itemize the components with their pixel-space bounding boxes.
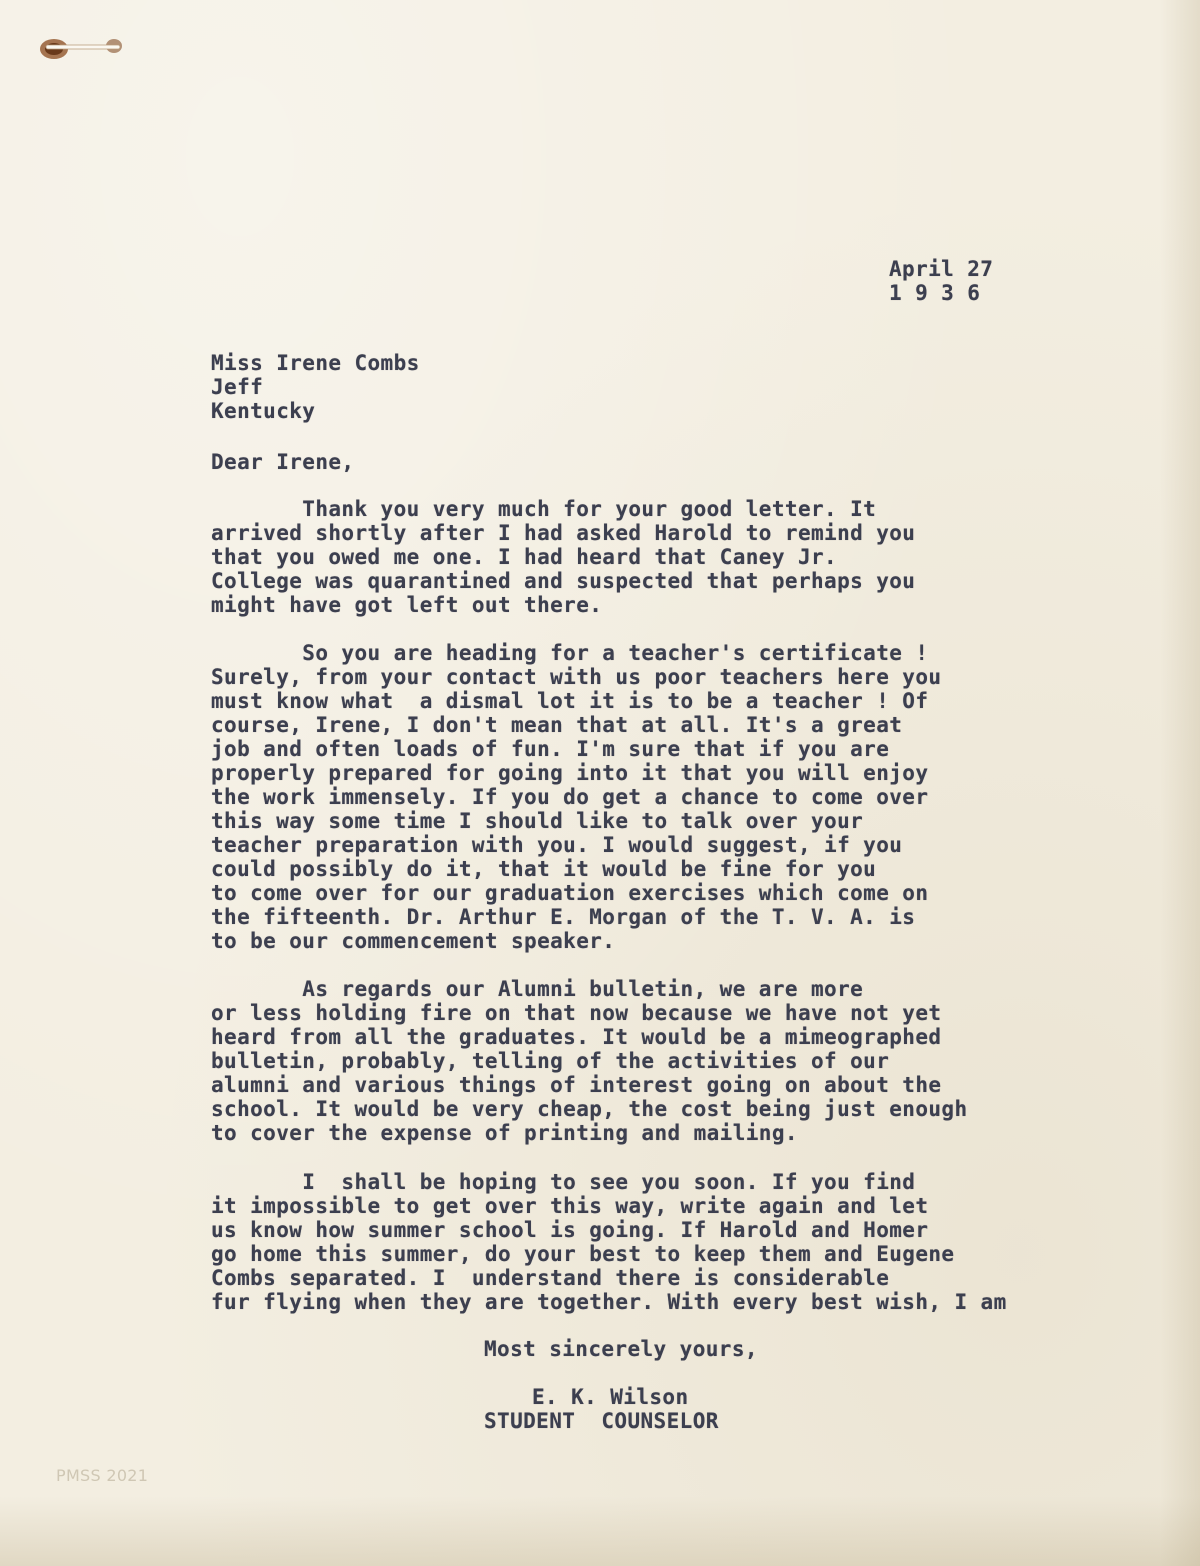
recipient-state: Kentucky [211, 399, 316, 423]
paragraph-line: to cover the expense of printing and mailing. [211, 1121, 798, 1145]
paragraph-line: Thank you very much for your good letter. It [211, 497, 877, 521]
recipient-address [211, 351, 420, 423]
paragraph-line: could possibly do it, that it would be fine for you [211, 857, 877, 881]
paragraph-line: properly prepared for going into it that you will enjoy [211, 761, 929, 785]
paragraph-line: I shall be hoping to see you soon. If you find [211, 1170, 916, 1194]
paper-bottom-shadow [0, 1496, 1200, 1566]
archive-watermark: PMSS 2021 [56, 1466, 149, 1485]
paragraph-line: arrived shortly after I had asked Harold to remind you [211, 521, 916, 545]
paragraph-line: As regards our Alumni bulletin, we are more [211, 977, 864, 1001]
recipient-name: Miss Irene Combs [211, 351, 420, 375]
signer-name: E. K. Wilson [532, 1385, 689, 1409]
paragraph-line: school. It would be very cheap, the cost being just enough [211, 1097, 968, 1121]
date-month-day: April 27 [889, 257, 994, 281]
paragraph-line: the fifteenth. Dr. Arthur E. Morgan of the T. V. A. is [211, 905, 916, 929]
paragraph-line: teacher preparation with you. I would suggest, if you [211, 833, 903, 857]
paragraph-line: Combs separated. I understand there is considerable [211, 1266, 890, 1290]
salutation: Dear Irene, [211, 450, 355, 474]
closing: Most sincerely yours, [484, 1337, 758, 1361]
paragraph-line: fur flying when they are together. With every best wish, I am [211, 1290, 1007, 1314]
paragraph-4 [211, 1170, 1007, 1314]
staple-rust-mark [34, 33, 126, 63]
paragraph-line: might have got left out there. [211, 593, 603, 617]
paragraph-3 [211, 977, 968, 1145]
paragraph-line: it impossible to get over this way, write again and let [211, 1194, 929, 1218]
paragraph-line: this way some time I should like to talk over your [211, 809, 864, 833]
recipient-city: Jeff [211, 375, 264, 399]
paragraph-line: College was quarantined and suspected that perhaps you [211, 569, 916, 593]
paragraph-line: that you owed me one. I had heard that Caney Jr. [211, 545, 838, 569]
paragraph-line: course, Irene, I don't mean that at all. It's a great [211, 713, 903, 737]
paragraph-line: go home this summer, do your best to keep them and Eugene [211, 1242, 955, 1266]
paragraph-line: job and often loads of fun. I'm sure that if you are [211, 737, 890, 761]
paragraph-line: So you are heading for a teacher's certificate ! [211, 641, 929, 665]
signature-block [484, 1385, 719, 1433]
paragraph-line: Surely, from your contact with us poor teachers here you [211, 665, 942, 689]
paragraph-line: alumni and various things of interest going on about the [211, 1073, 942, 1097]
paragraph-line: to be our commencement speaker. [211, 929, 616, 953]
paragraph-line: must know what a dismal lot it is to be a teacher ! Of [211, 689, 929, 713]
letter-date [889, 257, 993, 305]
paragraph-line: us know how summer school is going. If Harold and Homer [211, 1218, 929, 1242]
paragraph-1 [211, 497, 915, 617]
paragraph-line: the work immensely. If you do get a chance to come over [211, 785, 929, 809]
paragraph-line: heard from all the graduates. It would be a mimeographed [211, 1025, 942, 1049]
paragraph-line: to come over for our graduation exercises which come on [211, 881, 929, 905]
paragraph-line: or less holding fire on that now because we have not yet [211, 1001, 942, 1025]
signer-title: STUDENT COUNSELOR [484, 1409, 719, 1433]
date-year: 1 9 3 6 [889, 281, 981, 305]
paragraph-line: bulletin, probably, telling of the activities of our [211, 1049, 890, 1073]
paragraph-2 [211, 641, 941, 953]
paper-right-shadow [1160, 0, 1200, 1566]
